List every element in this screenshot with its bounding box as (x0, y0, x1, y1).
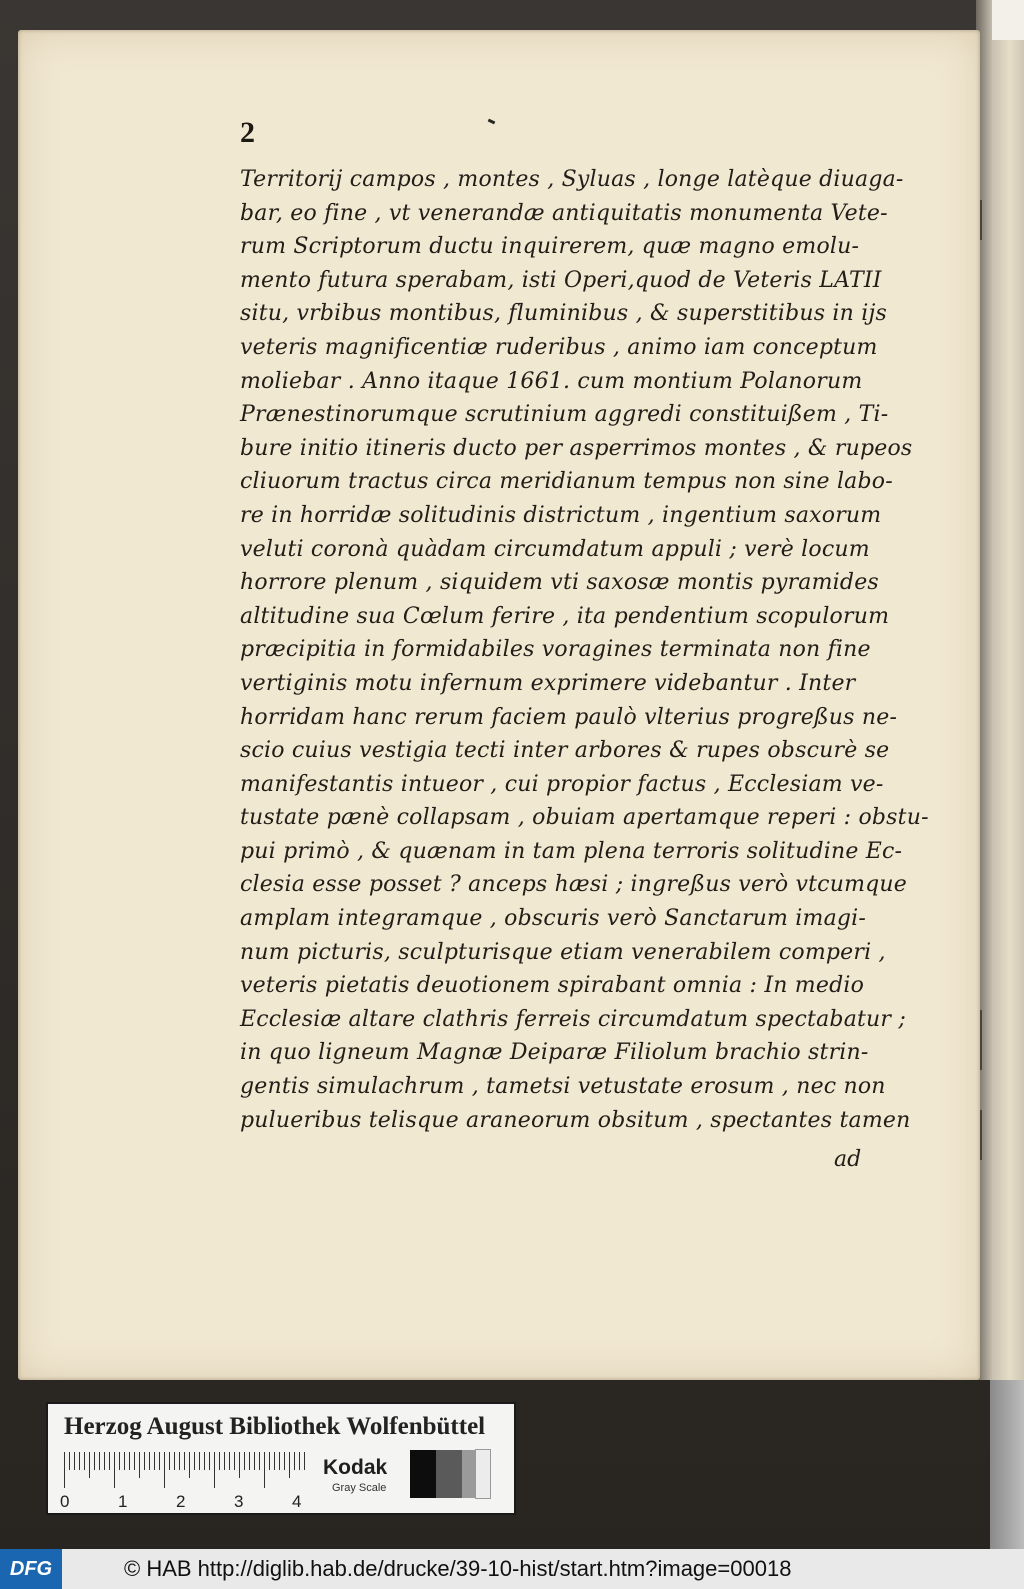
text-line: Prænestinorumque scrutinium aggredi constituißem , Ti- (240, 402, 889, 428)
gray-scale-label: Gray Scale (332, 1482, 387, 1494)
dfg-logo: DFG (0, 1549, 62, 1589)
ruler-number: 3 (234, 1492, 244, 1511)
ruler-tick (124, 1452, 125, 1470)
library-name: Herzog August Bibliothek Wolfenbüttel (64, 1413, 486, 1440)
ruler-tick (204, 1452, 205, 1470)
ruler-number: 2 (176, 1492, 186, 1511)
ruler-tick (259, 1452, 260, 1470)
ruler-tick (244, 1452, 245, 1470)
text-line: altitudine sua Cœlum ferire , ita pendentium scopulorum (240, 603, 890, 629)
ruler-tick (264, 1452, 265, 1488)
ruler-tick (169, 1452, 170, 1470)
ruler-tick (289, 1452, 290, 1478)
ruler-tick (164, 1452, 165, 1488)
ruler-tick (219, 1452, 220, 1470)
ruler-tick (179, 1452, 180, 1470)
text-line: amplam integramque , obscuris verò Sanctarum imagi- (240, 906, 867, 932)
ruler-tick (109, 1452, 110, 1470)
ruler-tick (239, 1452, 240, 1478)
ruler-tick (254, 1452, 255, 1470)
ruler-tick (89, 1452, 90, 1478)
gray-swatch (462, 1450, 476, 1498)
ruler-tick (184, 1452, 185, 1470)
text-line: cliuorum tractus circa meridianum tempus non sine labo- (240, 469, 893, 495)
text-line: tustate pænè collapsam , obuiam apertamque reperi : obstu- (240, 805, 929, 831)
text-line: gentis simulachrum , tametsi vetustate erosum , nec non (240, 1074, 886, 1100)
text-line: in quo ligneum Magnæ Deiparæ Filiolum brachio strin- (240, 1040, 869, 1066)
ruler-tick (159, 1452, 160, 1470)
page-edge-tab (992, 0, 1024, 40)
margin-mark (980, 200, 982, 240)
book-spine-edge (976, 0, 1024, 1380)
ruler-tick (104, 1452, 105, 1470)
catchword: ad (834, 1147, 862, 1172)
margin-mark (980, 1010, 982, 1070)
ruler-tick (149, 1452, 150, 1470)
ruler-tick (99, 1452, 100, 1470)
ruler-tick (94, 1452, 95, 1470)
text-line: bar, eo fine , vt venerandæ antiquitatis monumenta Vete- (240, 200, 888, 226)
color-calibration-bar (46, 1402, 516, 1515)
text-line: num picturis, sculpturisque etiam venerabilem comperi , (240, 939, 886, 965)
ruler-number: 4 (292, 1492, 302, 1511)
ruler-tick (234, 1452, 235, 1470)
gray-swatch (436, 1450, 462, 1498)
text-line: manifestantis intueor , cui propior factus , Ecclesiam ve- (240, 771, 884, 797)
ruler-tick (224, 1452, 225, 1470)
text-line: horridam hanc rerum faciem paulò vlterius progreßus ne- (240, 704, 898, 730)
ruler-tick (69, 1452, 70, 1470)
text-line: veteris magnificentiæ ruderibus , animo iam conceptum (240, 334, 878, 360)
ruler-tick (139, 1452, 140, 1478)
gray-swatch (476, 1450, 490, 1498)
ruler-tick (229, 1452, 230, 1470)
ruler-tick (74, 1452, 75, 1470)
ruler-tick (174, 1452, 175, 1470)
measurement-ruler (64, 1452, 304, 1492)
ruler-tick (84, 1452, 85, 1470)
ruler-tick (294, 1452, 295, 1470)
text-line: præcipitia in formidabiles voragines terminata non fine (240, 637, 871, 663)
page-number: 2 (240, 116, 255, 149)
ruler-tick (199, 1452, 200, 1470)
ruler-tick (119, 1452, 120, 1470)
ruler-tick (129, 1452, 130, 1470)
body-text (240, 163, 929, 1137)
ruler-number: 1 (118, 1492, 128, 1511)
ruler-tick (209, 1452, 210, 1470)
text-line: scio cuius vestigia tecti inter arbores & rupes obscurè se (240, 738, 890, 764)
text-line: re in horridæ solitudinis districtum , ingentium saxorum (240, 502, 882, 528)
text-line: horrore plenum , siquidem vti saxosæ montis pyramides (240, 570, 879, 596)
text-line: situ, vrbibus montibus, fluminibus , & superstitibus in ijs (240, 301, 887, 327)
scanner-edge (990, 1380, 1024, 1550)
text-line: bure initio itineris ducto per asperrimos montes , & rupeos (240, 435, 913, 461)
text-line: pui primò , & quænam in tam plena terroris solitudine Ec- (240, 838, 903, 864)
ruler-tick (194, 1452, 195, 1470)
footer-bar (0, 1549, 1024, 1589)
text-line: pulueribus telisque araneorum obsitum , spectantes tamen (240, 1107, 911, 1133)
ruler-tick (304, 1452, 305, 1470)
text-line: Territorij campos , montes , Syluas , longe latèque diuaga- (240, 167, 904, 192)
text-line: veteris pietatis deuotionem spirabant omnia : In medio (240, 973, 865, 999)
ruler-tick (284, 1452, 285, 1470)
ruler-tick (64, 1452, 65, 1488)
text-line: veluti coronà quàdam circumdatum appuli ; verè locum (240, 536, 870, 562)
ruler-tick (189, 1452, 190, 1478)
ruler-tick (269, 1452, 270, 1470)
ruler-tick (134, 1452, 135, 1470)
text-line: vertiginis motu infernum exprimere videbantur . Inter (240, 670, 856, 696)
ruler-tick (214, 1452, 215, 1488)
text-line: moliebar . Anno itaque 1661. cum montium Polanorum (240, 368, 863, 394)
text-line: Ecclesiæ altare clathris ferreis circumdatum spectabatur ; (240, 1006, 906, 1032)
ruler-tick (144, 1452, 145, 1470)
ruler-tick (249, 1452, 250, 1470)
text-line: mento futura sperabam, isti Operi,quod de Veteris LATII (240, 267, 882, 293)
text-line: rum Scriptorum ductu inquirerem, quæ magno emolu- (240, 234, 860, 260)
text-line: clesia esse posset ? anceps hæsi ; ingreßus verò vtcumque (240, 872, 908, 898)
margin-mark (980, 1110, 982, 1160)
ruler-tick (279, 1452, 280, 1470)
ruler-tick (114, 1452, 115, 1488)
gray-swatch (410, 1450, 436, 1498)
source-url-text[interactable]: © HAB http://diglib.hab.de/drucke/39-10-hist/start.htm?image=00018 (124, 1556, 792, 1581)
kodak-logo: Kodak (323, 1456, 388, 1479)
ruler-tick (274, 1452, 275, 1470)
ruler-tick (154, 1452, 155, 1470)
ruler-number: 0 (60, 1492, 70, 1511)
ruler-tick (79, 1452, 80, 1470)
ruler-tick (299, 1452, 300, 1470)
